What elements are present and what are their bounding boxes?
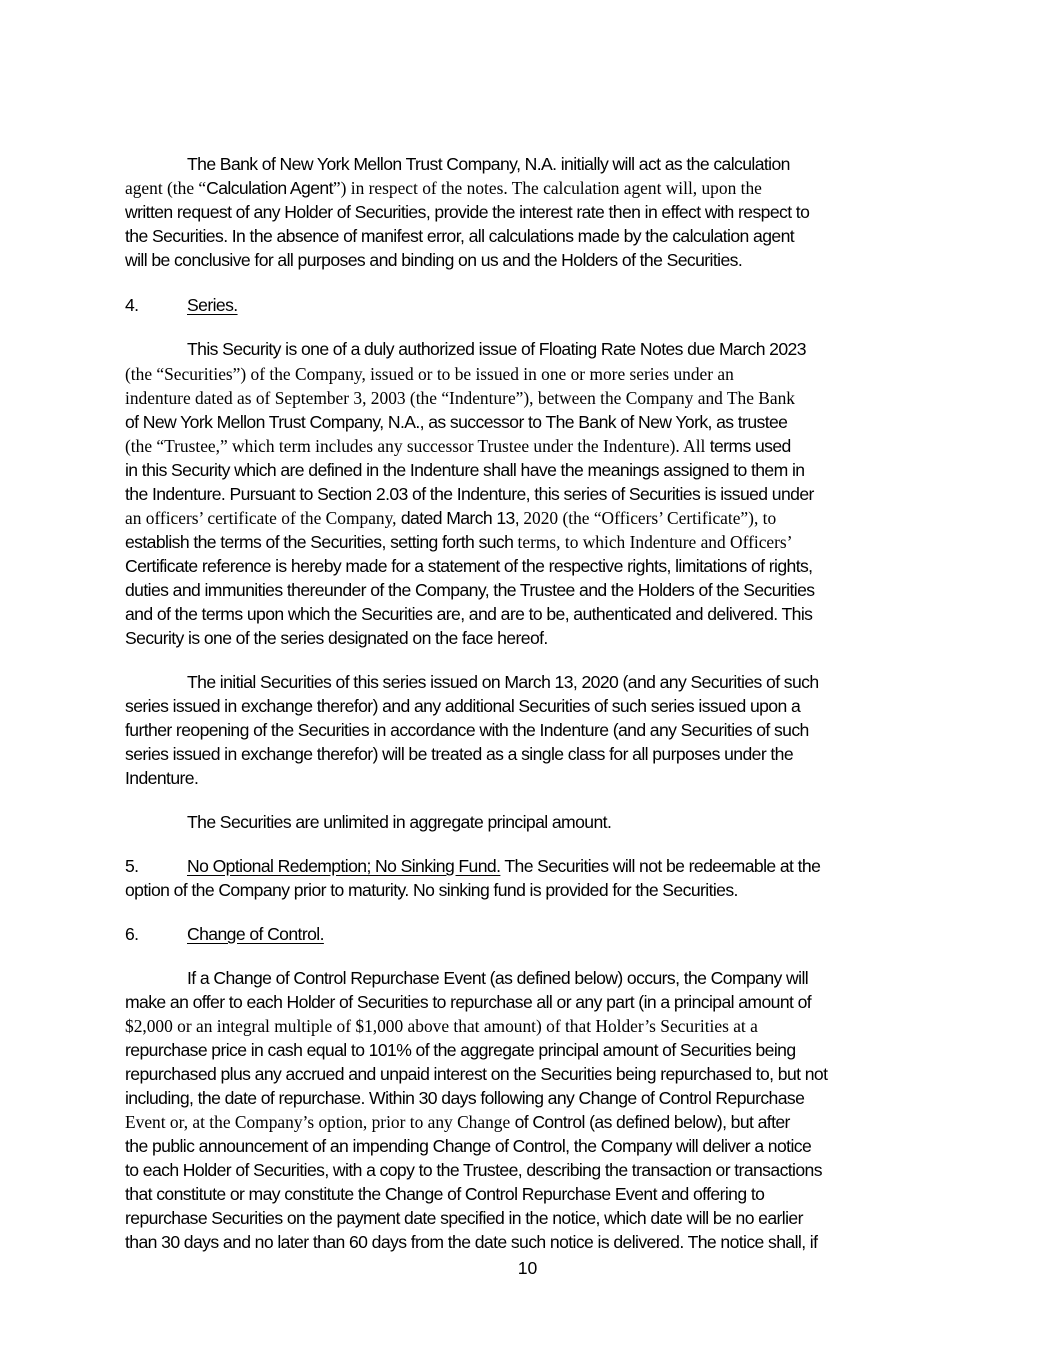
text-line: If a Change of Control Repurchase Event (as defined below) occurs, the Company will bbox=[187, 968, 809, 988]
text-line: than 30 days and no later than 60 days from the date such notice is delivered. The notice shall, if bbox=[125, 1232, 818, 1252]
text-line: This Security is one of a duly authorized issue of Floating Rate Notes due March 2023 bbox=[187, 339, 806, 359]
section-4-heading: 4. Series. bbox=[125, 295, 238, 315]
text-line: including, the date of repurchase. Within 30 days following any Change of Control Repurchase bbox=[125, 1088, 805, 1108]
text-line: The initial Securities of this series issued on March 13, 2020 (and any Securities of such bbox=[187, 672, 819, 692]
text-line: agent (the “Calculation Agent”) in respect of the notes. The calculation agent will, upon the bbox=[125, 178, 762, 198]
text-line: duties and immunities thereunder of the Company, the Trustee and the Holders of the Securities bbox=[125, 580, 815, 600]
text-line: Event or, at the Company’s option, prior to any Change of Control (as defined below), but after bbox=[125, 1112, 790, 1132]
text-line: $2,000 or an integral multiple of $1,000 above that amount) of that Holder’s Securities at a bbox=[125, 1016, 758, 1036]
section-5-heading: 5. No Optional Redemption; No Sinking Fund. The Securities will not be redeemable at the bbox=[125, 856, 821, 876]
text-line: further reopening of the Securities in accordance with the Indenture (and any Securities of such bbox=[125, 720, 809, 740]
text-line: repurchased plus any accrued and unpaid interest on the Securities being repurchased to, but not bbox=[125, 1064, 828, 1084]
text-line: repurchase price in cash equal to 101% of the aggregate principal amount of Securities being bbox=[125, 1040, 796, 1060]
text-line: to each Holder of Securities, with a copy to the Trustee, describing the transaction or transactions bbox=[125, 1160, 822, 1180]
text-line: Indenture. bbox=[125, 768, 199, 788]
text-line: option of the Company prior to maturity. No sinking fund is provided for the Securities. bbox=[125, 880, 738, 900]
text-line: make an offer to each Holder of Securities to repurchase all or any part (in a principal amount of bbox=[125, 992, 812, 1012]
text-line: the public announcement of an impending Change of Control, the Company will deliver a notice bbox=[125, 1136, 812, 1156]
text-line: The Bank of New York Mellon Trust Company, N.A. initially will act as the calculation bbox=[187, 154, 790, 174]
text-line: that constitute or may constitute the Change of Control Repurchase Event and offering to bbox=[125, 1184, 765, 1204]
section-6-heading: 6. Change of Control. bbox=[125, 924, 324, 944]
text-line: series issued in exchange therefor) will be treated as a single class for all purposes under the bbox=[125, 744, 794, 764]
text-line: the Indenture. Pursuant to Section 2.03 of the Indenture, this series of Securities is issued under bbox=[125, 484, 814, 504]
text-line: of New York Mellon Trust Company, N.A., as successor to The Bank of New York, as trustee bbox=[125, 412, 788, 432]
text-line: will be conclusive for all purposes and binding on us and the Holders of the Securities. bbox=[125, 250, 743, 270]
text-line: Certificate reference is hereby made for a statement of the respective rights, limitations of rights, bbox=[125, 556, 813, 576]
text-line: indenture dated as of September 3, 2003 (the “Indenture”), between the Company and The Bank bbox=[125, 388, 795, 408]
text-line: (the “Securities”) of the Company, issued or to be issued in one or more series under an bbox=[125, 364, 734, 384]
page-number: 10 bbox=[517, 1258, 538, 1278]
section-4-paragraph-3: The Securities are unlimited in aggregate principal amount. bbox=[187, 812, 612, 832]
text-line: and of the terms upon which the Securities are, and are to be, authenticated and delivered. This bbox=[125, 604, 813, 624]
text-line: the Securities. In the absence of manifest error, all calculations made by the calculation agent bbox=[125, 226, 795, 246]
text-line: Security is one of the series designated on the face hereof. bbox=[125, 628, 548, 648]
text-line: in this Security which are defined in the Indenture shall have the meanings assigned to them in bbox=[125, 460, 805, 480]
text-line: written request of any Holder of Securities, provide the interest rate then in effect with respect to bbox=[125, 202, 810, 222]
text-line: establish the terms of the Securities, setting forth such terms, to which Indenture and Officers’ bbox=[125, 532, 793, 552]
text-line: series issued in exchange therefor) and any additional Securities of such series issued upon a bbox=[125, 696, 801, 716]
text-line: an officers’ certificate of the Company, dated March 13, 2020 (the “Officers’ Certificate”), to bbox=[125, 508, 777, 528]
text-line: repurchase Securities on the payment date specified in the notice, which date will be no earlier bbox=[125, 1208, 803, 1228]
text-line: (the “Trustee,” which term includes any successor Trustee under the Indenture). All terms used bbox=[125, 436, 791, 456]
